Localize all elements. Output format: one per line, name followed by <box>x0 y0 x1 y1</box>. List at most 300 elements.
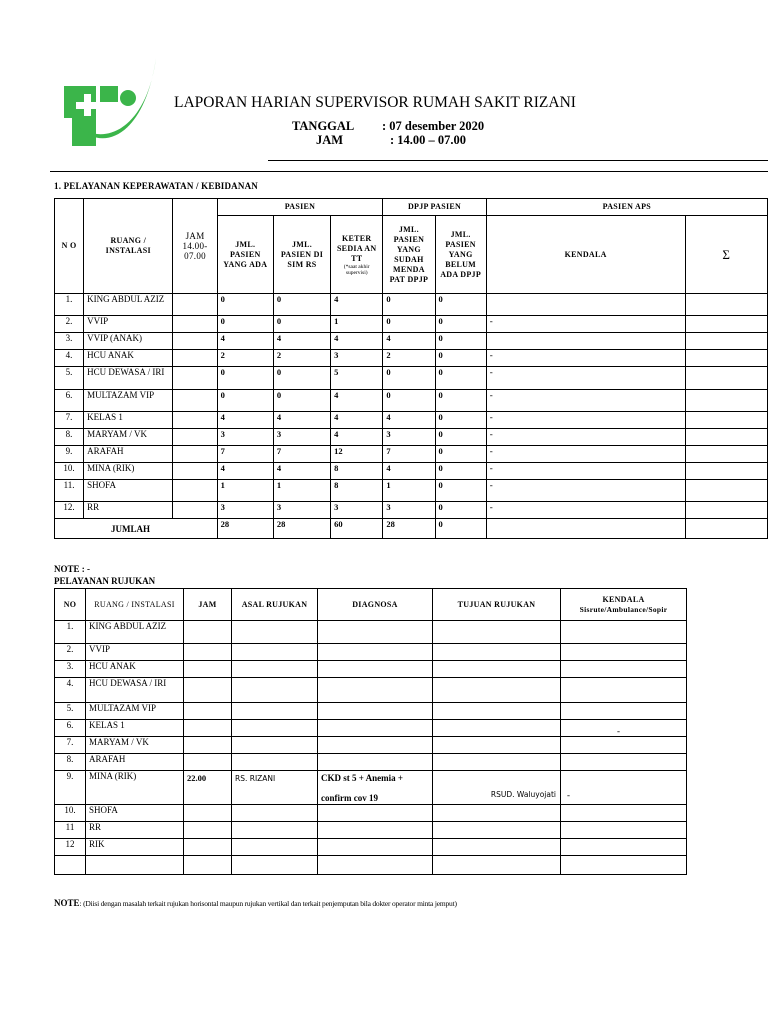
r-row-kendala <box>561 703 687 720</box>
table-row <box>55 703 687 720</box>
row-kendala: - <box>486 446 685 463</box>
row-sigma <box>685 390 767 412</box>
r-row-no: 8. <box>55 754 86 771</box>
row-jam <box>173 294 217 316</box>
r-row-diagnosa-line1 <box>321 754 429 756</box>
row-d: 2 <box>383 350 435 367</box>
row-d: 3 <box>383 502 435 519</box>
row-kendala: - <box>486 502 685 519</box>
header-jml-sim: JML. PASIEN DI SIM RS <box>273 216 330 294</box>
r-header-kendala-label: KENDALA <box>602 594 645 604</box>
r-row-diagnosa-line1 <box>321 839 429 841</box>
r-row-diagnosa <box>318 644 433 661</box>
r-row-no: 3. <box>55 661 86 678</box>
r-row-jam <box>184 644 232 661</box>
r-row-jam <box>184 703 232 720</box>
row-c: 4 <box>331 412 383 429</box>
row-e: 0 <box>435 333 486 350</box>
row-a: 4 <box>217 463 273 480</box>
table-row <box>55 390 768 412</box>
row-b: 0 <box>273 294 330 316</box>
r-row-diagnosa <box>318 822 433 839</box>
header-kendala: KENDALA <box>486 216 685 294</box>
row-no: 9. <box>55 446 84 463</box>
row-kendala: - <box>486 316 685 333</box>
r-row-jam <box>184 678 232 703</box>
r-row-no: 2. <box>55 644 86 661</box>
header-ketersediaan-label: KETER SEDIA AN TT <box>336 233 377 263</box>
row-e: 0 <box>435 446 486 463</box>
row-c: 5 <box>331 367 383 390</box>
r-header-ruang: RUANG / INSTALASI <box>86 589 184 621</box>
r-row-jam <box>184 661 232 678</box>
r-row-diagnosa <box>318 856 433 875</box>
row-no: 3. <box>55 333 84 350</box>
note2 <box>54 898 457 908</box>
r-row-no: 1. <box>55 621 86 644</box>
row-e: 0 <box>435 502 486 519</box>
r-row-tujuan: RSUD. Waluyojati <box>433 771 561 805</box>
row-ruang: SHOFA <box>84 480 173 502</box>
row-a: 0 <box>217 316 273 333</box>
r-row-asal <box>232 856 318 875</box>
r-row-diagnosa <box>318 805 433 822</box>
total-sigma <box>685 519 767 539</box>
row-d: 0 <box>383 294 435 316</box>
table-row <box>55 333 768 350</box>
row-c: 1 <box>331 316 383 333</box>
row-kendala <box>486 294 685 316</box>
row-d: 3 <box>383 429 435 446</box>
r-row-no: 12 <box>55 839 86 856</box>
row-no: 7. <box>55 412 84 429</box>
r-row-tujuan <box>433 644 561 661</box>
row-ruang: MARYAM / VK <box>84 429 173 446</box>
r-row-kendala <box>561 678 687 703</box>
header-ruang: RUANG / INSTALASI <box>84 199 173 294</box>
row-sigma <box>685 429 767 446</box>
r-row-diagnosa-line1 <box>321 805 429 807</box>
row-ruang: MINA (RIK) <box>84 463 173 480</box>
table-row <box>55 350 768 367</box>
tanggal-label: TANGGAL <box>292 119 355 133</box>
section1-title: 1. PELAYANAN KEPERAWATAN / KEBIDANAN <box>54 181 258 191</box>
row-e: 0 <box>435 316 486 333</box>
row-a: 7 <box>217 446 273 463</box>
r-row-kendala: - <box>561 720 687 737</box>
row-e: 0 <box>435 390 486 412</box>
row-jam <box>173 367 217 390</box>
row-b: 4 <box>273 333 330 350</box>
row-ruang: VVIP (ANAK) <box>84 333 173 350</box>
total-c: 60 <box>331 519 383 539</box>
tanggal-line <box>292 119 484 134</box>
row-d: 0 <box>383 316 435 333</box>
row-jam <box>173 350 217 367</box>
row-jam <box>173 412 217 429</box>
row-no: 11. <box>55 480 84 502</box>
row-sigma <box>685 463 767 480</box>
row-b: 1 <box>273 480 330 502</box>
table-row <box>55 856 687 875</box>
r-row-ruang: MULTAZAM VIP <box>86 703 184 720</box>
r-row-kendala: - <box>561 771 687 805</box>
row-d: 4 <box>383 333 435 350</box>
table-row <box>55 678 687 703</box>
row-ruang: KING ABDUL AZIZ <box>84 294 173 316</box>
tanggal-value: : 07 desember 2020 <box>382 119 485 133</box>
row-sigma <box>685 294 767 316</box>
r-row-diagnosa-line1 <box>321 644 429 646</box>
row-d: 7 <box>383 446 435 463</box>
note1: NOTE : - <box>54 564 90 574</box>
r-row-asal <box>232 678 318 703</box>
row-ruang: VVIP <box>84 316 173 333</box>
r-row-asal <box>232 621 318 644</box>
row-a: 3 <box>217 429 273 446</box>
row-e: 0 <box>435 480 486 502</box>
table-row <box>55 839 687 856</box>
r-row-kendala <box>561 856 687 875</box>
row-sigma <box>685 502 767 519</box>
table-row <box>55 720 687 737</box>
row-kendala <box>486 333 685 350</box>
r-header-tujuan: TUJUAN RUJUKAN <box>433 589 561 621</box>
r-row-tujuan <box>433 754 561 771</box>
r-row-ruang: HCU ANAK <box>86 661 184 678</box>
row-b: 2 <box>273 350 330 367</box>
row-d: 0 <box>383 390 435 412</box>
note2-label: NOTE <box>54 898 80 908</box>
r-header-diagnosa: DIAGNOSA <box>318 589 433 621</box>
r-header-no: NO <box>55 589 86 621</box>
row-c: 4 <box>331 429 383 446</box>
header-aps: PASIEN APS <box>486 199 767 216</box>
r-row-kendala <box>561 737 687 754</box>
report-title: LAPORAN HARIAN SUPERVISOR RUMAH SAKIT RIZANI <box>174 94 576 111</box>
table-row <box>55 429 768 446</box>
r-row-no <box>55 856 86 875</box>
r-row-no: 5. <box>55 703 86 720</box>
row-sigma <box>685 316 767 333</box>
header-ketersediaan-note: (*saat akhir supervisi) <box>343 263 370 276</box>
row-c: 8 <box>331 480 383 502</box>
total-label: JUMLAH <box>55 519 218 539</box>
header-sudah-dpjp: JML. PASIEN YANG SUDAH MENDA PAT DPJP <box>383 216 435 294</box>
r-row-no: 6. <box>55 720 86 737</box>
r-row-kendala <box>561 805 687 822</box>
table-row <box>55 621 687 644</box>
section2-title: PELAYANAN RUJUKAN <box>54 576 156 586</box>
jam-value: : 14.00 – 07.00 <box>390 133 467 147</box>
r-row-asal <box>232 754 318 771</box>
row-sigma <box>685 446 767 463</box>
r-row-tujuan <box>433 621 561 644</box>
r-row-ruang: KING ABDUL AZIZ <box>86 621 184 644</box>
row-e: 0 <box>435 463 486 480</box>
table-row <box>55 661 687 678</box>
row-jam <box>173 502 217 519</box>
r-row-asal <box>232 644 318 661</box>
r-row-diagnosa <box>318 771 433 805</box>
header-dpjp: DPJP PASIEN <box>383 199 486 216</box>
r-row-kendala <box>561 644 687 661</box>
row-sigma <box>685 350 767 367</box>
row-jam <box>173 333 217 350</box>
jam-line <box>292 133 466 148</box>
r-header-asal: ASAL RUJUKAN <box>232 589 318 621</box>
r-row-diagnosa <box>318 737 433 754</box>
row-b: 0 <box>273 316 330 333</box>
r-row-diagnosa-line1 <box>321 737 429 739</box>
row-jam <box>173 390 217 412</box>
referral-table <box>54 588 687 875</box>
r-row-diagnosa <box>318 703 433 720</box>
r-row-ruang: MARYAM / VK <box>86 737 184 754</box>
note2-text: : (Diisi dengan masalah terkait rujukan horisontal maupun rujukan vertikal dan terkait penjemputan bila dokter operator minta jemput) <box>79 899 457 908</box>
row-sigma <box>685 333 767 350</box>
r-row-diagnosa-line1 <box>321 856 429 858</box>
row-c: 3 <box>331 350 383 367</box>
r-row-tujuan <box>433 737 561 754</box>
row-e: 0 <box>435 412 486 429</box>
hospital-logo <box>60 56 160 150</box>
row-kendala: - <box>486 480 685 502</box>
row-kendala: - <box>486 463 685 480</box>
row-jam <box>173 429 217 446</box>
r-row-diagnosa-line1 <box>321 720 429 722</box>
r-row-jam <box>184 754 232 771</box>
row-no: 5. <box>55 367 84 390</box>
r-row-diagnosa <box>318 720 433 737</box>
row-c: 3 <box>331 502 383 519</box>
r-row-jam <box>184 839 232 856</box>
r-row-tujuan <box>433 678 561 703</box>
r-row-tujuan <box>433 661 561 678</box>
table-row <box>55 805 687 822</box>
table-row <box>55 316 768 333</box>
row-e: 0 <box>435 367 486 390</box>
r-row-tujuan <box>433 720 561 737</box>
table-row <box>55 294 768 316</box>
row-ruang: RR <box>84 502 173 519</box>
row-kendala: - <box>486 367 685 390</box>
row-sigma <box>685 480 767 502</box>
row-a: 0 <box>217 367 273 390</box>
row-no: 4. <box>55 350 84 367</box>
header-jam: JAM 14.00-07.00 <box>173 199 217 294</box>
row-kendala: - <box>486 412 685 429</box>
r-row-kendala <box>561 754 687 771</box>
r-row-diagnosa-line1 <box>321 621 429 623</box>
r-row-tujuan <box>433 839 561 856</box>
r-row-no: 11 <box>55 822 86 839</box>
jam-label: JAM <box>316 133 344 147</box>
row-b: 0 <box>273 390 330 412</box>
r-row-asal <box>232 720 318 737</box>
row-c: 4 <box>331 333 383 350</box>
r-row-diagnosa <box>318 678 433 703</box>
r-row-asal <box>232 805 318 822</box>
r-row-asal <box>232 822 318 839</box>
row-c: 4 <box>331 294 383 316</box>
r-row-jam <box>184 805 232 822</box>
r-row-tujuan <box>433 856 561 875</box>
header-rule-upper <box>268 160 768 161</box>
row-no: 6. <box>55 390 84 412</box>
row-b: 4 <box>273 412 330 429</box>
r-row-diagnosa-line1 <box>321 661 429 663</box>
row-no: 8. <box>55 429 84 446</box>
row-ruang: KELAS 1 <box>84 412 173 429</box>
row-e: 0 <box>435 294 486 316</box>
row-b: 4 <box>273 463 330 480</box>
total-b: 28 <box>273 519 330 539</box>
header-no: N O <box>55 199 84 294</box>
r-row-ruang: VVIP <box>86 644 184 661</box>
row-ruang: HCU ANAK <box>84 350 173 367</box>
row-sigma <box>685 412 767 429</box>
r-row-no: 9. <box>55 771 86 805</box>
table-row <box>55 737 687 754</box>
r-row-tujuan <box>433 703 561 720</box>
row-d: 4 <box>383 412 435 429</box>
row-c: 4 <box>331 390 383 412</box>
row-a: 1 <box>217 480 273 502</box>
row-sigma <box>685 367 767 390</box>
r-header-kendala <box>561 589 687 621</box>
header-ketersediaan <box>331 216 383 294</box>
r-row-kendala <box>561 621 687 644</box>
table-row <box>55 480 768 502</box>
r-row-diagnosa-line1 <box>321 678 429 680</box>
row-jam <box>173 316 217 333</box>
r-row-jam <box>184 737 232 754</box>
row-c: 12 <box>331 446 383 463</box>
row-c: 8 <box>331 463 383 480</box>
table-row <box>55 822 687 839</box>
row-a: 3 <box>217 502 273 519</box>
table-row <box>55 754 687 771</box>
row-jam <box>173 480 217 502</box>
row-ruang: ARAFAH <box>84 446 173 463</box>
row-a: 2 <box>217 350 273 367</box>
table-row <box>55 367 768 390</box>
r-row-kendala <box>561 661 687 678</box>
r-row-ruang: HCU DEWASA / IRI <box>86 678 184 703</box>
r-row-asal <box>232 737 318 754</box>
r-row-ruang: KELAS 1 <box>86 720 184 737</box>
table-row <box>55 463 768 480</box>
total-kendala <box>486 519 685 539</box>
header-belum-dpjp: JML. PASIEN YANG BELUM ADA DPJP <box>435 216 486 294</box>
row-no: 12. <box>55 502 84 519</box>
r-row-no: 4. <box>55 678 86 703</box>
r-row-ruang: SHOFA <box>86 805 184 822</box>
r-row-no: 10. <box>55 805 86 822</box>
r-row-ruang: RIK <box>86 839 184 856</box>
row-kendala: - <box>486 429 685 446</box>
r-row-asal: RS. RIZANI <box>232 771 318 805</box>
r-row-kendala <box>561 822 687 839</box>
r-row-asal <box>232 661 318 678</box>
r-row-ruang <box>86 856 184 875</box>
r-header-jam: JAM <box>184 589 232 621</box>
row-d: 1 <box>383 480 435 502</box>
row-d: 4 <box>383 463 435 480</box>
r-row-jam <box>184 720 232 737</box>
row-no: 10. <box>55 463 84 480</box>
total-d: 28 <box>383 519 435 539</box>
r-row-no: 7. <box>55 737 86 754</box>
row-kendala: - <box>486 350 685 367</box>
table-row <box>55 412 768 429</box>
row-b: 3 <box>273 502 330 519</box>
row-b: 3 <box>273 429 330 446</box>
total-a: 28 <box>217 519 273 539</box>
r-row-diagnosa <box>318 621 433 644</box>
r-row-diagnosa <box>318 839 433 856</box>
row-no: 2. <box>55 316 84 333</box>
r-row-ruang: RR <box>86 822 184 839</box>
r-row-ruang: ARAFAH <box>86 754 184 771</box>
r-row-asal <box>232 703 318 720</box>
r-row-jam <box>184 856 232 875</box>
row-jam <box>173 463 217 480</box>
r-row-tujuan <box>433 822 561 839</box>
r-row-diagnosa <box>318 661 433 678</box>
r-row-jam <box>184 621 232 644</box>
table-row <box>55 771 687 805</box>
row-e: 0 <box>435 429 486 446</box>
row-ruang: MULTAZAM VIP <box>84 390 173 412</box>
r-row-asal <box>232 839 318 856</box>
r-row-diagnosa-line1 <box>321 822 429 824</box>
r-row-tujuan <box>433 805 561 822</box>
r-row-diagnosa-line1: CKD st 5 + Anemia + <box>321 773 404 783</box>
r-row-diagnosa-line2: confirm cov 19 <box>321 793 378 803</box>
header-rule <box>50 171 768 172</box>
table-row <box>55 446 768 463</box>
row-no: 1. <box>55 294 84 316</box>
r-row-jam <box>184 822 232 839</box>
header-pasien: PASIEN <box>217 199 383 216</box>
row-d: 0 <box>383 367 435 390</box>
row-e: 0 <box>435 350 486 367</box>
row-a: 4 <box>217 412 273 429</box>
table-row <box>55 502 768 519</box>
r-row-diagnosa <box>318 754 433 771</box>
r-row-kendala <box>561 839 687 856</box>
row-b: 7 <box>273 446 330 463</box>
nursing-service-table <box>54 198 768 539</box>
row-ruang: HCU DEWASA / IRI <box>84 367 173 390</box>
total-e: 0 <box>435 519 486 539</box>
header-jml-ada: JML. PASIEN YANG ADA <box>217 216 273 294</box>
row-a: 0 <box>217 294 273 316</box>
row-a: 4 <box>217 333 273 350</box>
table-row <box>55 644 687 661</box>
r-header-kendala-sub: Sisrute/Ambulance/Sopir <box>579 604 668 614</box>
row-jam <box>173 446 217 463</box>
row-kendala: - <box>486 390 685 412</box>
r-row-diagnosa-line1 <box>321 703 429 705</box>
row-a: 0 <box>217 390 273 412</box>
header-sigma: Σ <box>685 216 767 294</box>
row-b: 0 <box>273 367 330 390</box>
r-row-ruang: MINA (RIK) <box>86 771 184 805</box>
r-row-jam: 22.00 <box>184 771 232 805</box>
